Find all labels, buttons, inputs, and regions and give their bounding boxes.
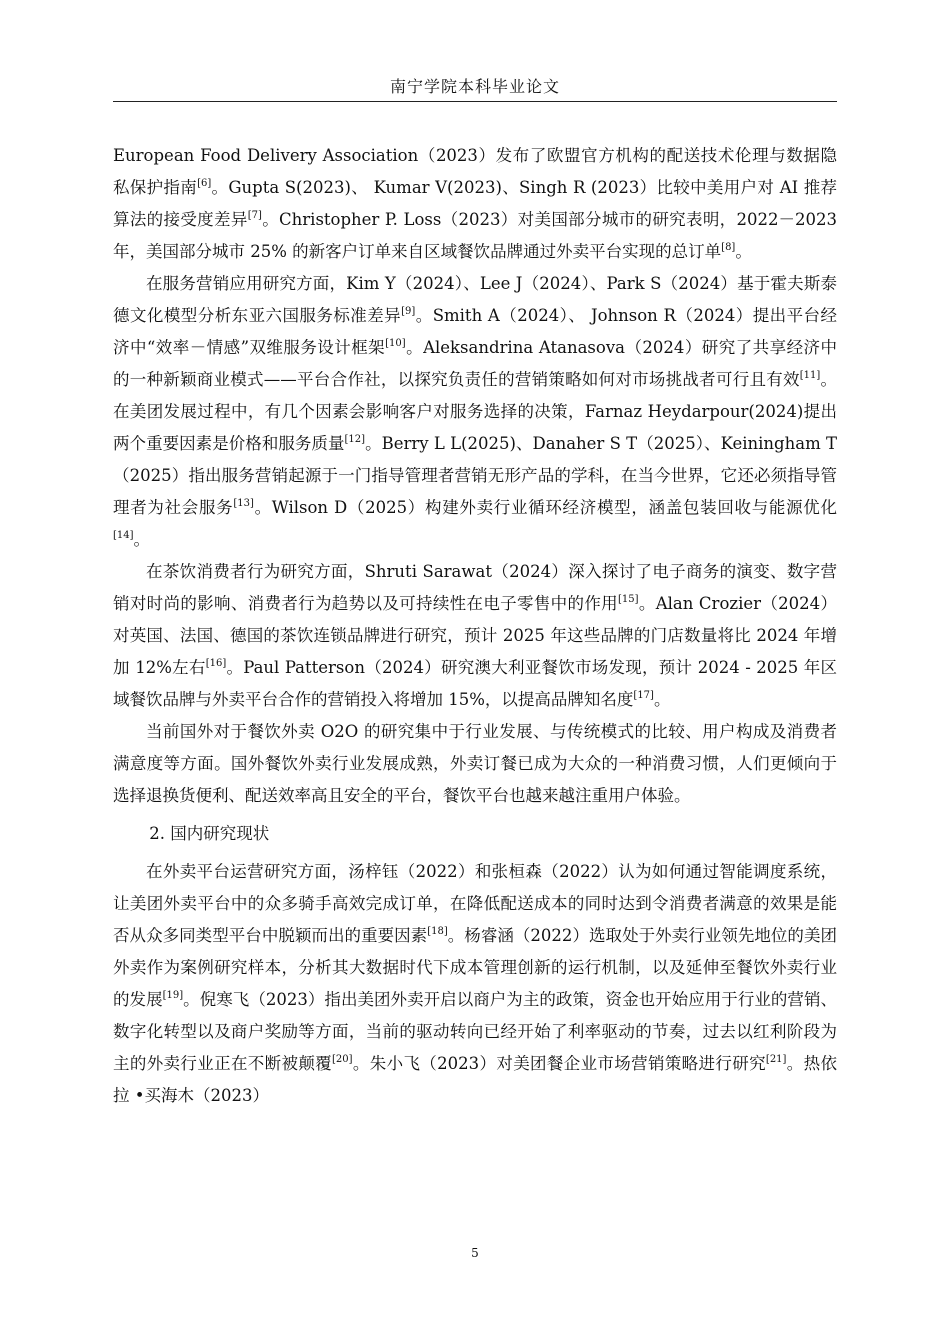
citation-ref: [13] [233,498,254,509]
citation-ref: [7] [247,210,262,221]
text-run: 。Gupta S(2023)、 Kumar V(2023)、Singh R (2023）比较中美用户对 AI 推荐算法的接受度差异 [113,178,838,229]
page-number: 5 [471,1246,479,1260]
citation-ref: [6] [197,178,212,189]
citation-ref: [16] [205,658,227,669]
citation-ref: [19] [162,990,184,1001]
text-run: 当前国外对于餐饮外卖 O2O 的研究集中于行业发展、与传统模式的比较、用户构成及消费者满意度等方面。国外餐饮外卖行业发展成熟，外卖订餐已成为大众的一种消费习惯，人们更倾向于选择退换货便利、配送效率高且安全的平台，餐饮平台也越来越注重用户体验。 [113,722,837,805]
text-run: 。Alan Crozier（2024）对英国、法国、德国的茶饮连锁品牌进行研究，预计 2025 年这些品牌的门店数量将比 2024 年增加 12%左右 [113,594,837,677]
citation-ref: [15] [618,594,639,605]
text-run: 。Paul Patterson（2024）研究澳大利亚餐饮市场发现，预计 2024 - 2025 年区域餐饮品牌与外卖平台合作的营销投入将增加 15%，以提高品牌知名度 [113,658,838,709]
text-run: 在服务营销应用研究方面，Kim Y（2024）、Lee J（2024）、Park S（2024）基于霍夫斯泰德文化模型分析东亚六国服务标准差异 [113,274,837,325]
citation-ref: [14] [113,530,134,541]
text-run: 。Wilson D（2025）构建外卖行业循环经济模型，涵盖包装回收与能源优化 [253,498,838,517]
running-header: 南宁学院本科毕业论文 [389,77,560,96]
body-text [113,140,837,1112]
paragraph [113,140,837,268]
citation-ref: [8] [721,242,736,253]
header-rule [113,101,837,102]
text-run: 。倪寒飞（2023）指出美团外卖开启以商户为主的政策，资金也开始应用于行业的营销、数字化转型以及商户奖励等方面，当前的驱动转向已经开始了利率驱动的节奏，过去以红利阶段为主的外卖行业正在不断被颠覆 [113,990,837,1073]
text-run: 。Christopher P. Loss（2023）对美国部分城市的研究表明，2022－2023 年，美国部分城市 25% 的新客户订单来自区域餐饮品牌通过外卖平台实现的总订单 [113,210,837,261]
citation-ref: [9] [401,306,416,317]
text-run: 。Smith A（2024）、 Johnson R（2024）提出平台经济中“效率－情感”双维服务设计框架 [113,306,838,357]
section-heading [113,818,837,850]
citation-ref: [17] [633,690,654,701]
text-run: 。杨睿涵（2022）选取处于外卖行业领先地位的美团外卖作为案例研究样本，分析其大数据时代下成本管理创新的运行机制，以及延伸至餐饮外卖行业的发展 [113,926,837,1009]
citation-ref: [18] [427,926,448,937]
text-run: 。Aleksandrina Atanasova（2024）研究了共享经济中的一种新颖商业模式——平台合作社，以探究负责任的营销策略如何对市场挑战者可行且有效 [113,338,837,389]
text-run: 。 [653,690,671,709]
paragraph [113,716,837,812]
text-run: 在茶饮消费者行为研究方面，Shruti Sarawat（2024）深入探讨了电子商务的演变、数字营销对时尚的影响、消费者行为趋势以及可持续性在电子零售中的作用 [113,562,837,613]
paragraph [113,268,837,556]
citation-ref: [21] [765,1054,787,1065]
paragraph [113,556,837,716]
citation-ref: [11] [799,370,821,381]
text-run: 。Berry L L(2025)、Danaher S T（2025）、Keiningham T（2025）指出服务营销起源于一门指导管理者营销无形产品的学科，在当今世界，它还必须指导管理者为社会服务 [113,434,838,517]
paragraph [113,856,837,1112]
text-run: European Food Delivery Association（2023）发布了欧盟官方机构的配送技术伦理与数据隐私保护指南 [113,146,837,197]
text-run: 。热依拉 •买海木（2023） [113,1054,837,1105]
text-run: 在外卖平台运营研究方面，汤梓钰（2022）和张桓森（2022）认为如何通过智能调度系统，让美团外卖平台中的众多骑手高效完成订单，在降低配送成本的同时达到令消费者满意的效果是能否从众多同类型平台中脱颖而出的重要因素 [113,862,837,945]
citation-ref: [20] [332,1054,353,1065]
text-run: 。在美团发展过程中，有几个因素会影响客户对服务选择的决策，Farnaz Heydarpour(2024)提出两个重要因素是价格和服务质量 [113,370,838,453]
citation-ref: [10] [385,338,406,349]
text-run: 。 [133,530,151,549]
text-run: 。 [735,242,752,261]
text-run: 2. 国内研究现状 [149,824,270,843]
text-run: 。朱小飞（2023）对美团餐企业市场营销策略进行研究 [352,1054,766,1073]
citation-ref: [12] [344,434,366,445]
